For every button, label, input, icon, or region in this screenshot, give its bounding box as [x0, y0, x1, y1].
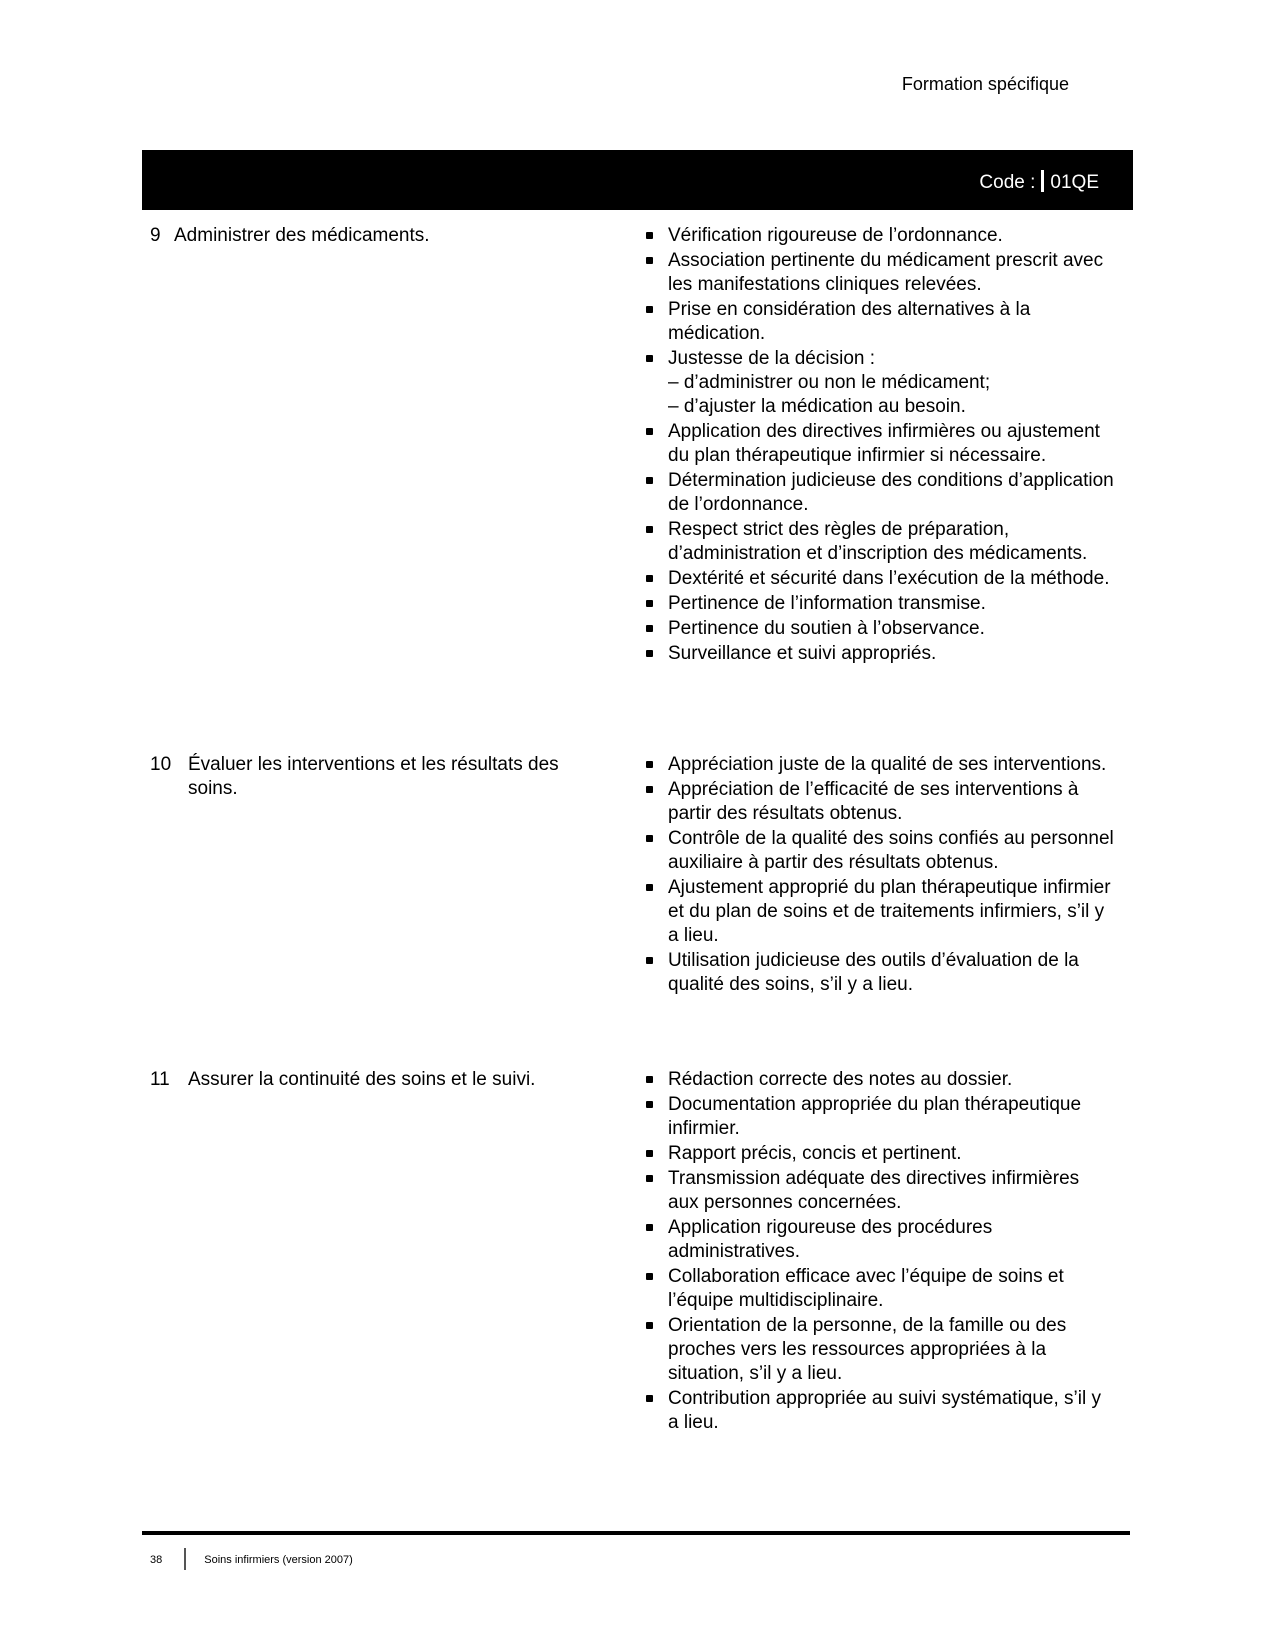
criterion-item: Pertinence du soutien à l’observance.	[644, 617, 1114, 641]
criterion-item: Association pertinente du médicament prescrit avec les manifestations cliniques relevées.	[644, 249, 1114, 297]
criterion-item: Contribution appropriée au suivi systématique, s’il y a lieu.	[644, 1387, 1114, 1435]
criterion-item: Respect strict des règles de préparation, d’administration et d’inscription des médicaments.	[644, 518, 1114, 566]
element-number: 11	[150, 1069, 170, 1090]
criterion-item: Transmission adéquate des directives infirmières aux personnes concernées.	[644, 1167, 1114, 1215]
criterion-item: Orientation de la personne, de la famille ou des proches vers les ressources appropriées à la situation, s’il y a lieu.	[644, 1314, 1114, 1386]
element-number: 10	[150, 754, 172, 775]
footer-separator	[184, 1548, 186, 1570]
criterion-item: Utilisation judicieuse des outils d’évaluation de la qualité des soins, s’il y a lieu.	[644, 949, 1114, 997]
criterion-text: Justesse de la décision :	[668, 348, 876, 369]
element-title: Évaluer les interventions et les résultats des soins.	[188, 754, 559, 799]
criterion-item: Contrôle de la qualité des soins confiés au personnel auxiliaire à partir des résultats obtenus.	[644, 827, 1114, 875]
criterion-item: Appréciation juste de la qualité de ses interventions.	[644, 753, 1114, 777]
criterion-item: Rédaction correcte des notes au dossier.	[644, 1068, 1114, 1092]
code-label	[979, 170, 1099, 194]
code-separator	[1041, 170, 1044, 192]
criterion-item: Vérification rigoureuse de l’ordonnance.	[644, 224, 1114, 248]
code-value: 01QE	[1050, 172, 1099, 193]
code-caption: Code :	[979, 172, 1036, 193]
page-number: 38	[150, 1554, 163, 1566]
criterion-item: Application rigoureuse des procédures administratives.	[644, 1216, 1114, 1264]
criterion-item: Appréciation de l’efficacité de ses interventions à partir des résultats obtenus.	[644, 778, 1114, 826]
criterion-item: Surveillance et suivi appropriés.	[644, 642, 1114, 666]
criterion-item: Rapport précis, concis et pertinent.	[644, 1142, 1114, 1166]
criterion-item: Collaboration efficace avec l’équipe de soins et l’équipe multidisciplinaire.	[644, 1265, 1114, 1313]
criterion-item: Application des directives infirmières ou ajustement du plan thérapeutique infirmier si nécessaire.	[644, 420, 1114, 468]
criterion-item: Détermination judicieuse des conditions d’application de l’ordonnance.	[644, 469, 1114, 517]
criterion-subitem: – d’administrer ou non le médicament;	[668, 372, 991, 393]
criteria-list	[644, 753, 1114, 998]
criterion-item	[644, 347, 1114, 419]
page-footer	[150, 1548, 353, 1570]
running-header: Formation spécifique	[901, 74, 1069, 94]
element-title: Administrer des médicaments.	[174, 225, 430, 246]
criterion-item: Pertinence de l’information transmise.	[644, 592, 1114, 616]
element-number: 9	[150, 225, 161, 246]
element-title: Assurer la continuité des soins et le suivi.	[188, 1069, 536, 1090]
criteria-list	[644, 1068, 1114, 1436]
footer-rule	[142, 1531, 1130, 1535]
criterion-subitem: – d’ajuster la médication au besoin.	[668, 396, 966, 417]
criterion-item: Documentation appropriée du plan thérapeutique infirmier.	[644, 1093, 1114, 1141]
criterion-item: Ajustement approprié du plan thérapeutique infirmier et du plan de soins et de traitements infirmiers, s’il y a lieu.	[644, 876, 1114, 948]
criteria-list	[644, 224, 1114, 667]
criterion-item: Dextérité et sécurité dans l’exécution de la méthode.	[644, 567, 1114, 591]
footer-program: Soins infirmiers (version 2007)	[204, 1554, 353, 1566]
criterion-item: Prise en considération des alternatives à la médication.	[644, 298, 1114, 346]
